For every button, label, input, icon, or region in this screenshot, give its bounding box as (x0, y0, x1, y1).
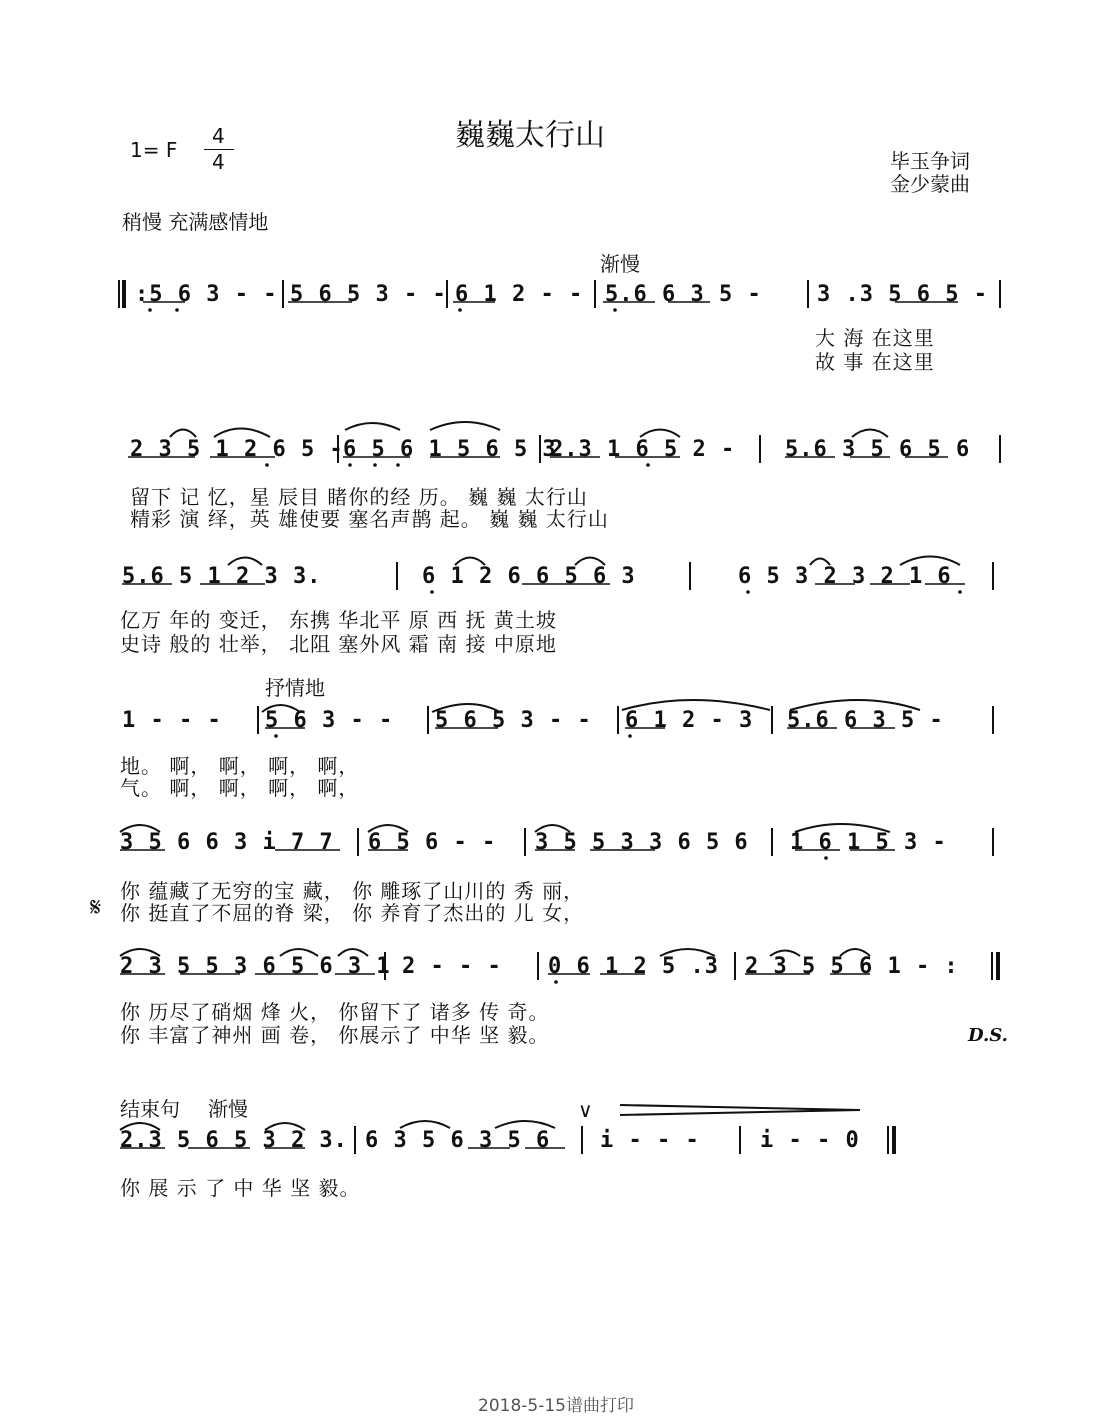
measure: 5 6 3 - - (265, 708, 394, 733)
measure: 3 5 6 6 3 i 7 7 (120, 830, 334, 855)
lyric-line-1: 你 展 示 了 中 华 坚 毅。 (120, 1176, 361, 1200)
measure: 6 1 2 - 3 (625, 708, 754, 733)
composer-credit: 金少蒙曲 (890, 172, 970, 196)
lyric-line-2: 你 挺直了不屈的脊 梁， 你 养育了杰出的 儿 女， (120, 901, 585, 925)
accent-mark-icon: ∨ (578, 1098, 593, 1122)
segno-icon: 𝄋 (90, 893, 102, 923)
lyric-line-1: 亿万 年的 变迁， 东携 华北平 原 西 抚 黄土坡 (120, 608, 557, 632)
tempo-marking: 稍慢 充满感情地 (122, 210, 269, 234)
lyricist-credit: 毕玉争词 (890, 149, 970, 173)
measure: 6 5 6 1 5 6 5 3 (343, 437, 557, 462)
expression-marking: 抒情地 (265, 676, 325, 700)
measure: 5.6 6 3 5 - (605, 282, 762, 307)
measure: 6 5 3 2 3 2 1 6 (738, 564, 952, 589)
lyric-line-2: 你 丰富了神州 画 卷， 你展示了 中华 坚 毅。 (120, 1023, 550, 1047)
measure: 5 6 5 3 - - (435, 708, 592, 733)
lyric-line-1: 你 历尽了硝烟 烽 火， 你留下了 诸多 传 奇。 (120, 1000, 550, 1024)
lyric-line-2: 史诗 般的 壮举， 北阻 塞外风 霜 南 接 中原地 (120, 632, 557, 656)
song-title: 巍巍太行山 (455, 118, 605, 153)
measure: 2 3 5 5 6 1 - : (745, 954, 959, 979)
measure: 1 - - - (122, 708, 222, 733)
measure: 2.3 1 6 5 2 - (550, 437, 736, 462)
measure: 6 1 2 - - (455, 282, 584, 307)
lyric-line-1: 你 蕴藏了无穷的宝 藏， 你 雕琢了山川的 秀 丽， (120, 879, 585, 903)
measure: :5 6 3 - - (135, 282, 278, 307)
lyric-line-1: 地。 啊， 啊， 啊， 啊， (120, 754, 360, 778)
ritardando-marking: 渐慢 (600, 252, 640, 276)
measure: 2 3 5 1 2 6 5 - (130, 437, 344, 462)
measure: 5.6 5 1 2 3 3. (122, 564, 322, 589)
measure: i - - 0 (760, 1128, 860, 1153)
lyric-line-2: 气。 啊， 啊， 啊， 啊， (120, 776, 360, 800)
lyric-line-2: 精彩 演 绎，英 雄使要 塞名声鹊 起。 巍 巍 太行山 (130, 507, 609, 531)
measure: 6 5 6 - - (368, 830, 497, 855)
measure: 0 6 1 2 5 .3 (548, 954, 719, 979)
dal-segno-marking: D.S. (968, 1025, 1008, 1046)
time-signature-denominator: 4 (212, 150, 225, 174)
measure: 2.3 5 6 5 3 2 3. (120, 1128, 348, 1153)
measure: 6 1 2 6 6 5 6 3 (422, 564, 636, 589)
ritardando-marking-2: 渐慢 (208, 1097, 248, 1121)
ending-label: 结束句 (120, 1097, 180, 1121)
measure: 3 .3 5 6 5 - (817, 282, 988, 307)
measure: 5 6 5 3 - - (290, 282, 447, 307)
measure: 6 3 5 6 3 5 6 (365, 1128, 551, 1153)
measure: i - - - (600, 1128, 700, 1153)
key-signature: 1= F (130, 138, 178, 162)
lyric-line-1: 大 海 在这里 (815, 326, 935, 350)
time-signature-numerator: 4 (212, 124, 225, 148)
measure: 2 - - - (402, 954, 502, 979)
measure: 3 5 5 3 3 6 5 6 (535, 830, 749, 855)
lyric-line-2: 故 事 在这里 (815, 350, 935, 374)
measure: 1 6 1 5 3 - (790, 830, 947, 855)
measure: 2 3 5 5 3 6 5 6 3 1 (120, 954, 391, 979)
measure: 5.6 3 5 6 5 6 (785, 437, 971, 462)
lyric-line-1: 留下 记 忆，星 辰目 睹你的经 历。 巍 巍 太行山 (130, 485, 588, 509)
print-footer: 2018-5-15谱曲打印 (478, 1396, 634, 1416)
measure: 5.6 6 3 5 - (787, 708, 944, 733)
